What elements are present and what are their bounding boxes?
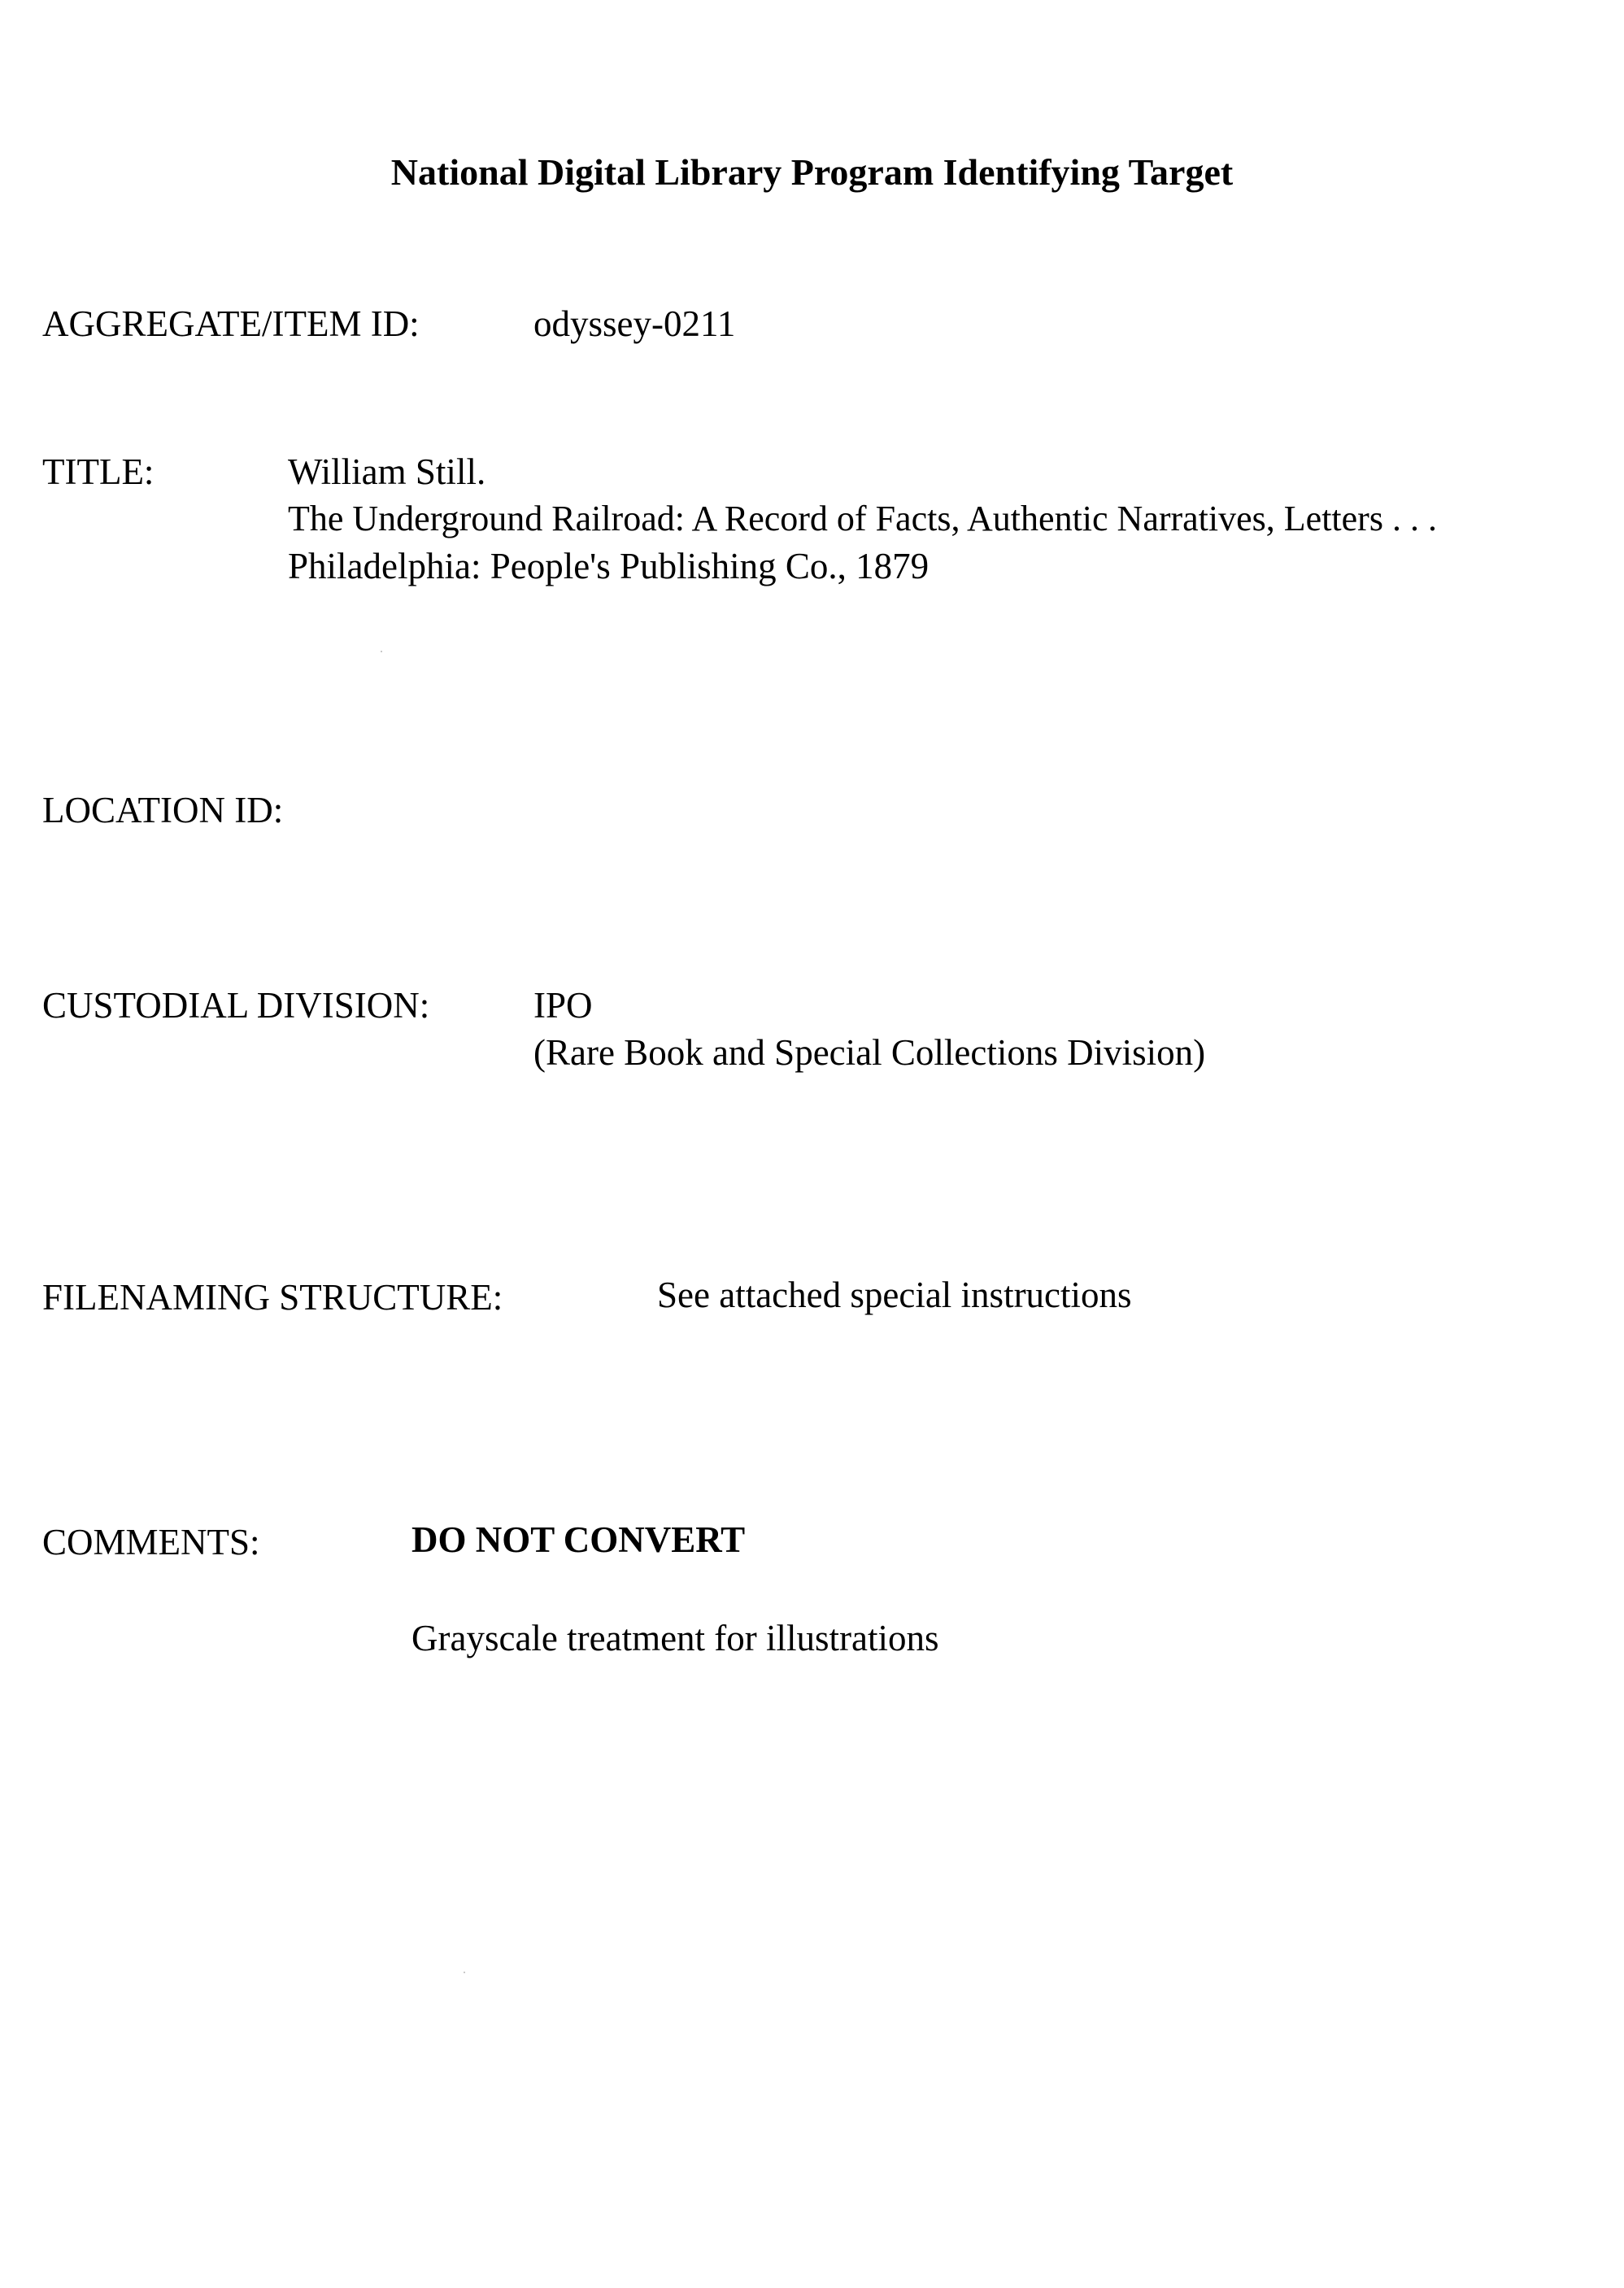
custodial-division-label: CUSTODIAL DIVISION:	[42, 985, 430, 1026]
aggregate-item-id-label: AGGREGATE/ITEM ID:	[42, 303, 420, 344]
document-heading: National Digital Library Program Identifying Target	[390, 151, 1234, 193]
title-work: The Underground Railroad: A Record of Facts, Authentic Narratives, Letters . . .	[288, 499, 1437, 538]
scan-speck	[381, 651, 382, 652]
location-id-label: LOCATION ID:	[42, 790, 284, 830]
filenaming-structure-label: FILENAMING STRUCTURE:	[42, 1277, 503, 1318]
aggregate-item-id-value: odyssey-0211	[533, 303, 736, 344]
title-imprint: Philadelphia: People's Publishing Co., 1879	[288, 546, 930, 586]
comments-label: COMMENTS:	[42, 1522, 260, 1562]
title-label: TITLE:	[42, 451, 155, 492]
comments-note: Grayscale treatment for illustrations	[411, 1618, 939, 1658]
custodial-division-name: (Rare Book and Special Collections Division)	[533, 1032, 1206, 1073]
scan-speck	[464, 1972, 465, 1973]
filenaming-structure-value: See attached special instructions	[657, 1275, 1132, 1315]
comments-instruction: DO NOT CONVERT	[411, 1519, 746, 1560]
custodial-division-code: IPO	[533, 985, 593, 1026]
title-author: William Still.	[288, 451, 486, 492]
